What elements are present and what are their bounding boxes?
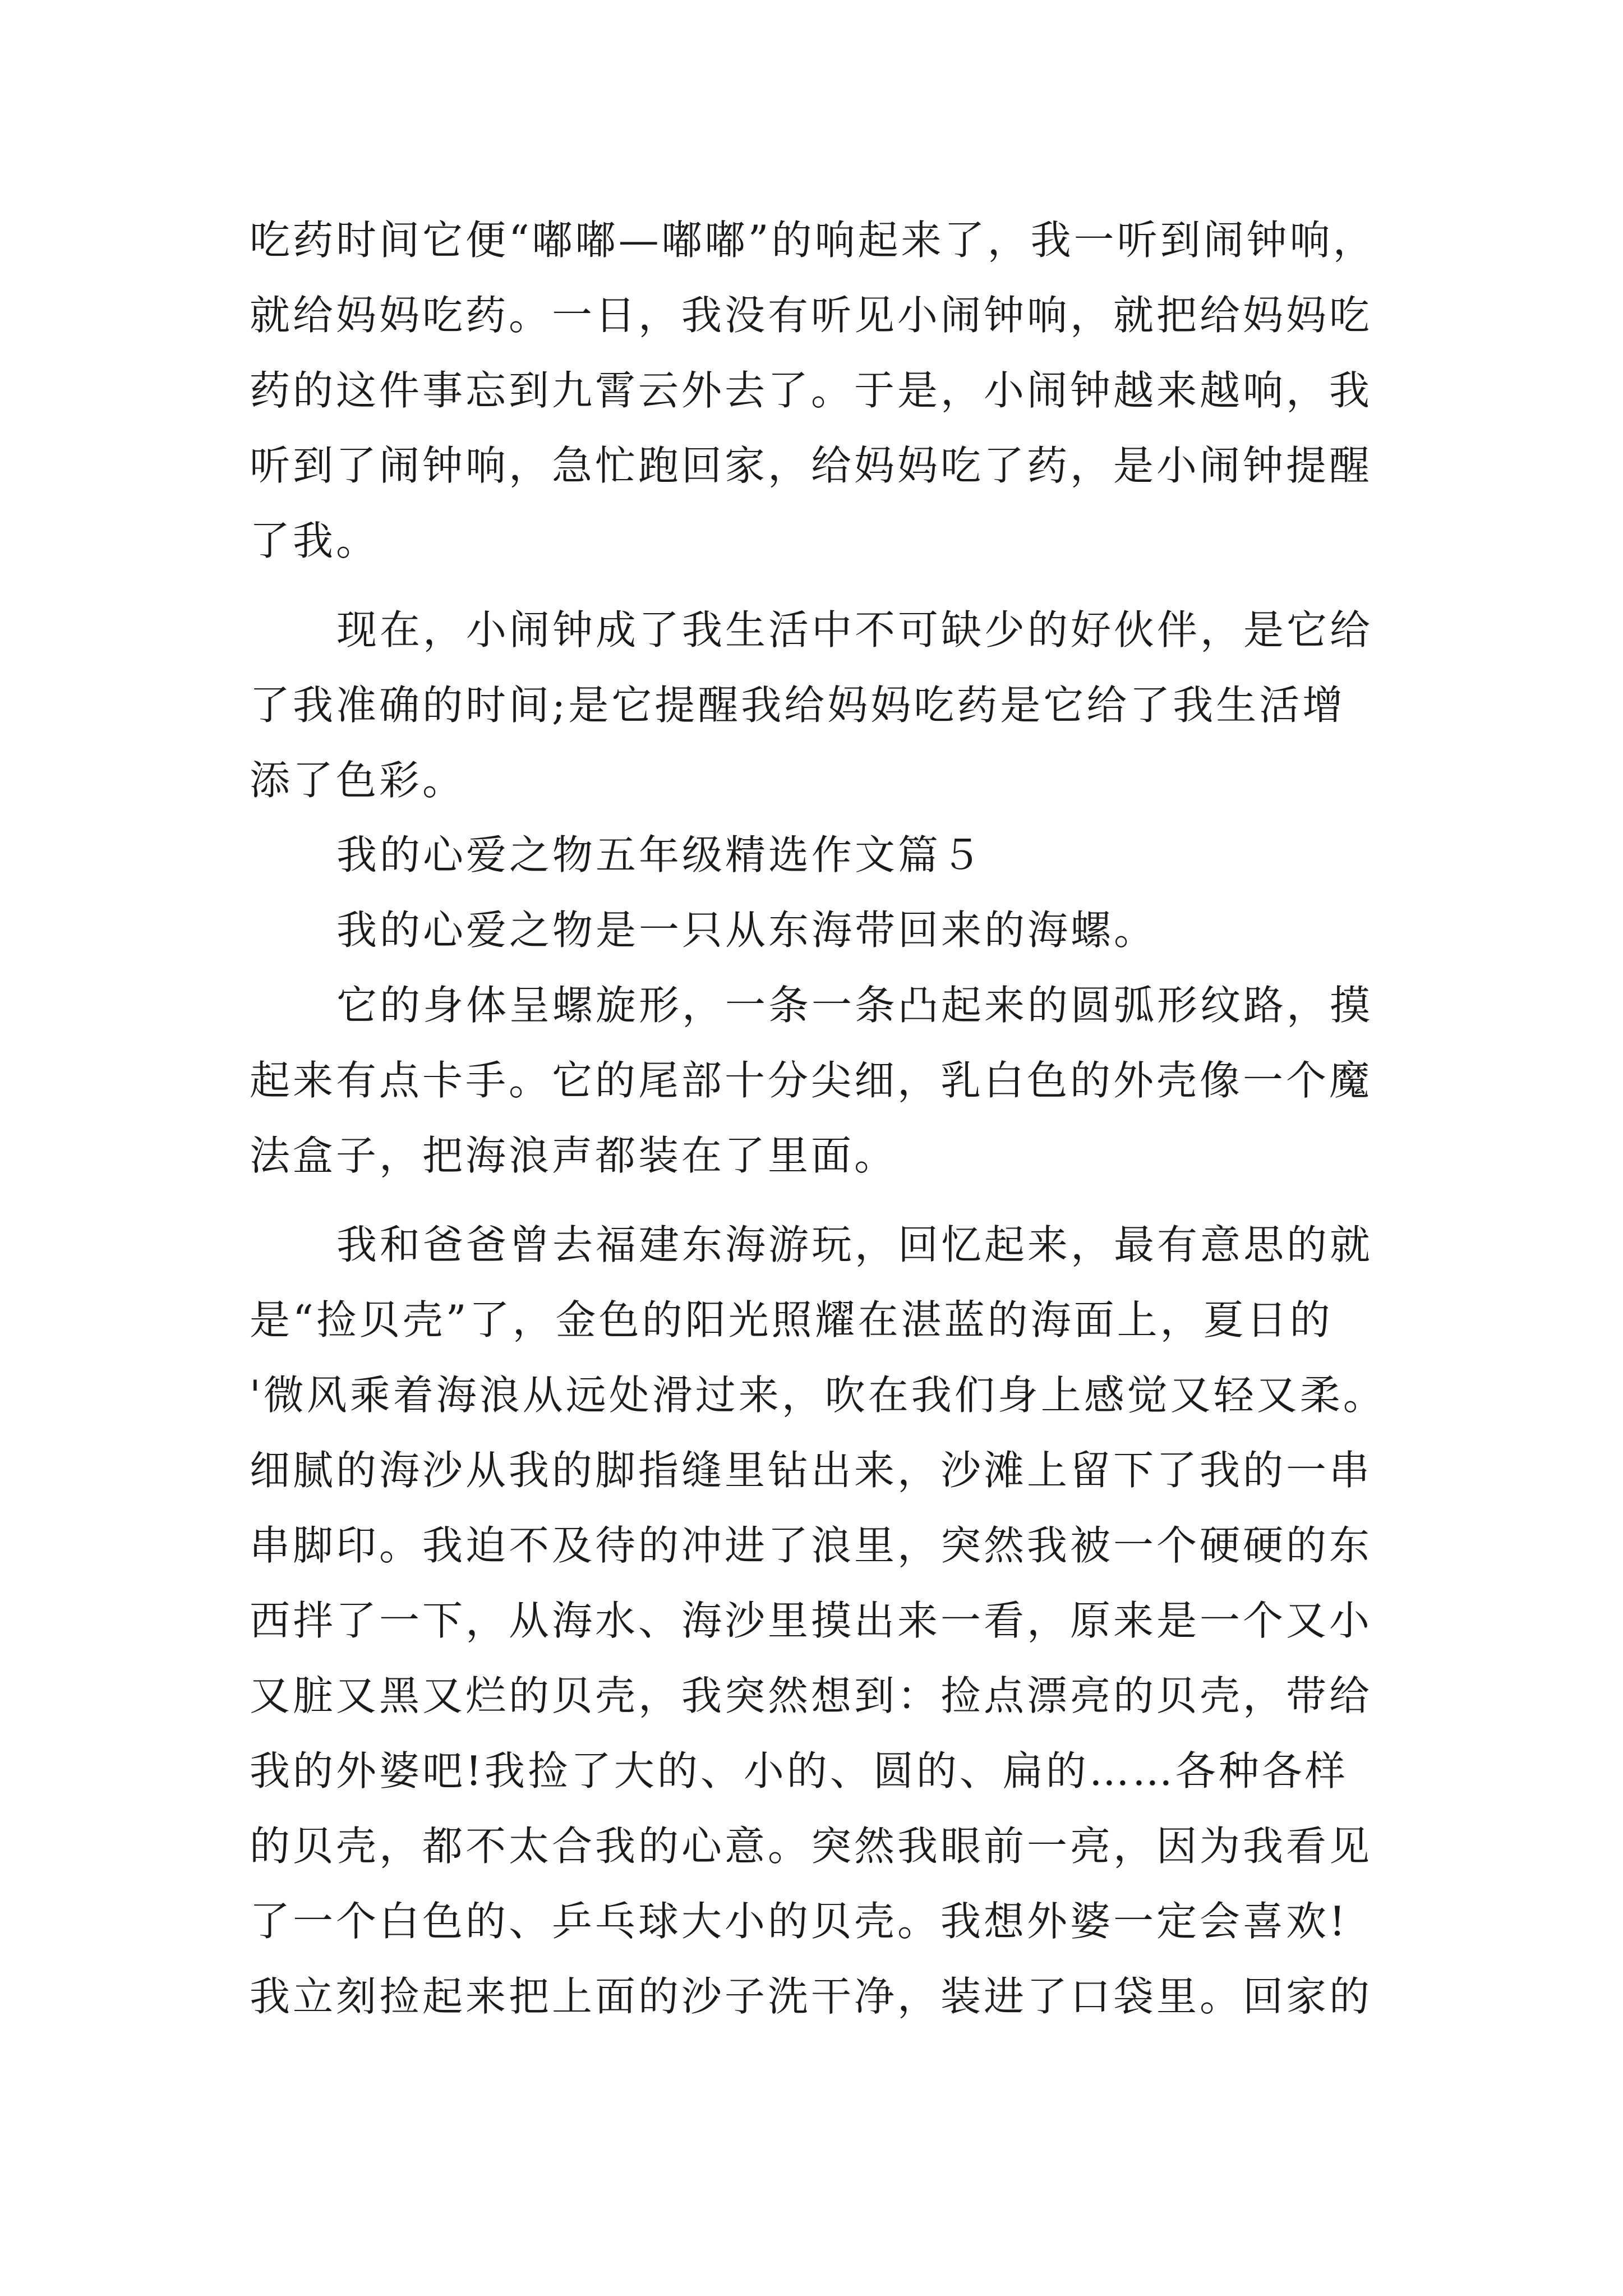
text-line: 听到了闹钟响，急忙跑回家，给妈妈吃了药，是小闹钟提醒 — [250, 442, 1373, 489]
text-line: 法盒子，把海浪声都装在了里面。 — [250, 1132, 898, 1179]
text-line: 就给妈妈吃药。一日，我没有听见小闹钟响，就把给妈妈吃 — [250, 292, 1373, 339]
text-line: 的贝壳，都不太合我的心意。突然我眼前一亮，因为我看见 — [250, 1823, 1373, 1870]
paragraph-first-line: 它的身体呈螺旋形，一条一条凸起来的圆弧形纹路，摸 — [336, 982, 1373, 1029]
text-line: 了我准确的时间;是它提醒我给妈妈吃药是它给了我生活增 — [250, 682, 1346, 729]
text-line: 我的外婆吧!我捡了大的、小的、圆的、扁的……各种各样 — [250, 1747, 1348, 1795]
text-line: 串脚印。我迫不及待的冲进了浪里，突然我被一个硬硬的东 — [250, 1522, 1373, 1569]
text-line: '微风乘着海浪从远处滑过来，吹在我们身上感觉又轻又柔。 — [250, 1372, 1386, 1419]
text-line: 是“捡贝壳”了，金色的阳光照耀在湛蓝的海面上，夏日的 — [250, 1296, 1333, 1343]
text-line: 添了色彩。 — [250, 757, 466, 804]
text-line: 了我。 — [250, 517, 380, 564]
text-line: 吃药时间它便“嘟嘟—嘟嘟”的响起来了，我一听到闹钟响， — [250, 217, 1376, 264]
paragraph-first-line: 我和爸爸曾去福建东海游玩，回忆起来，最有意思的就 — [336, 1221, 1373, 1268]
text-line: 细腻的海沙从我的脚指缝里钻出来，沙滩上留下了我的一串 — [250, 1447, 1373, 1494]
text-line: 又脏又黑又烂的贝壳，我突然想到：捡点漂亮的贝壳，带给 — [250, 1672, 1373, 1719]
section-heading: 我的心爱之物五年级精选作文篇５ — [336, 831, 985, 878]
text-line: 药的这件事忘到九霄云外去了。于是，小闹钟越来越响，我 — [250, 367, 1373, 414]
paragraph-first-line: 现在，小闹钟成了我生活中不可缺少的好伙伴，是它给 — [336, 606, 1373, 654]
paragraph-first-line: 我的心爱之物是一只从东海带回来的海螺。 — [336, 907, 1158, 954]
text-line: 起来有点卡手。它的尾部十分尖细，乳白色的外壳像一个魔 — [250, 1057, 1373, 1104]
text-line: 我立刻捡起来把上面的沙子洗干净，装进了口袋里。回家的 — [250, 1973, 1373, 2020]
text-line: 了一个白色的、乒乓球大小的贝壳。我想外婆一定会喜欢! — [250, 1898, 1348, 1945]
text-line: 西拌了一下，从海水、海沙里摸出来一看，原来是一个又小 — [250, 1597, 1373, 1644]
